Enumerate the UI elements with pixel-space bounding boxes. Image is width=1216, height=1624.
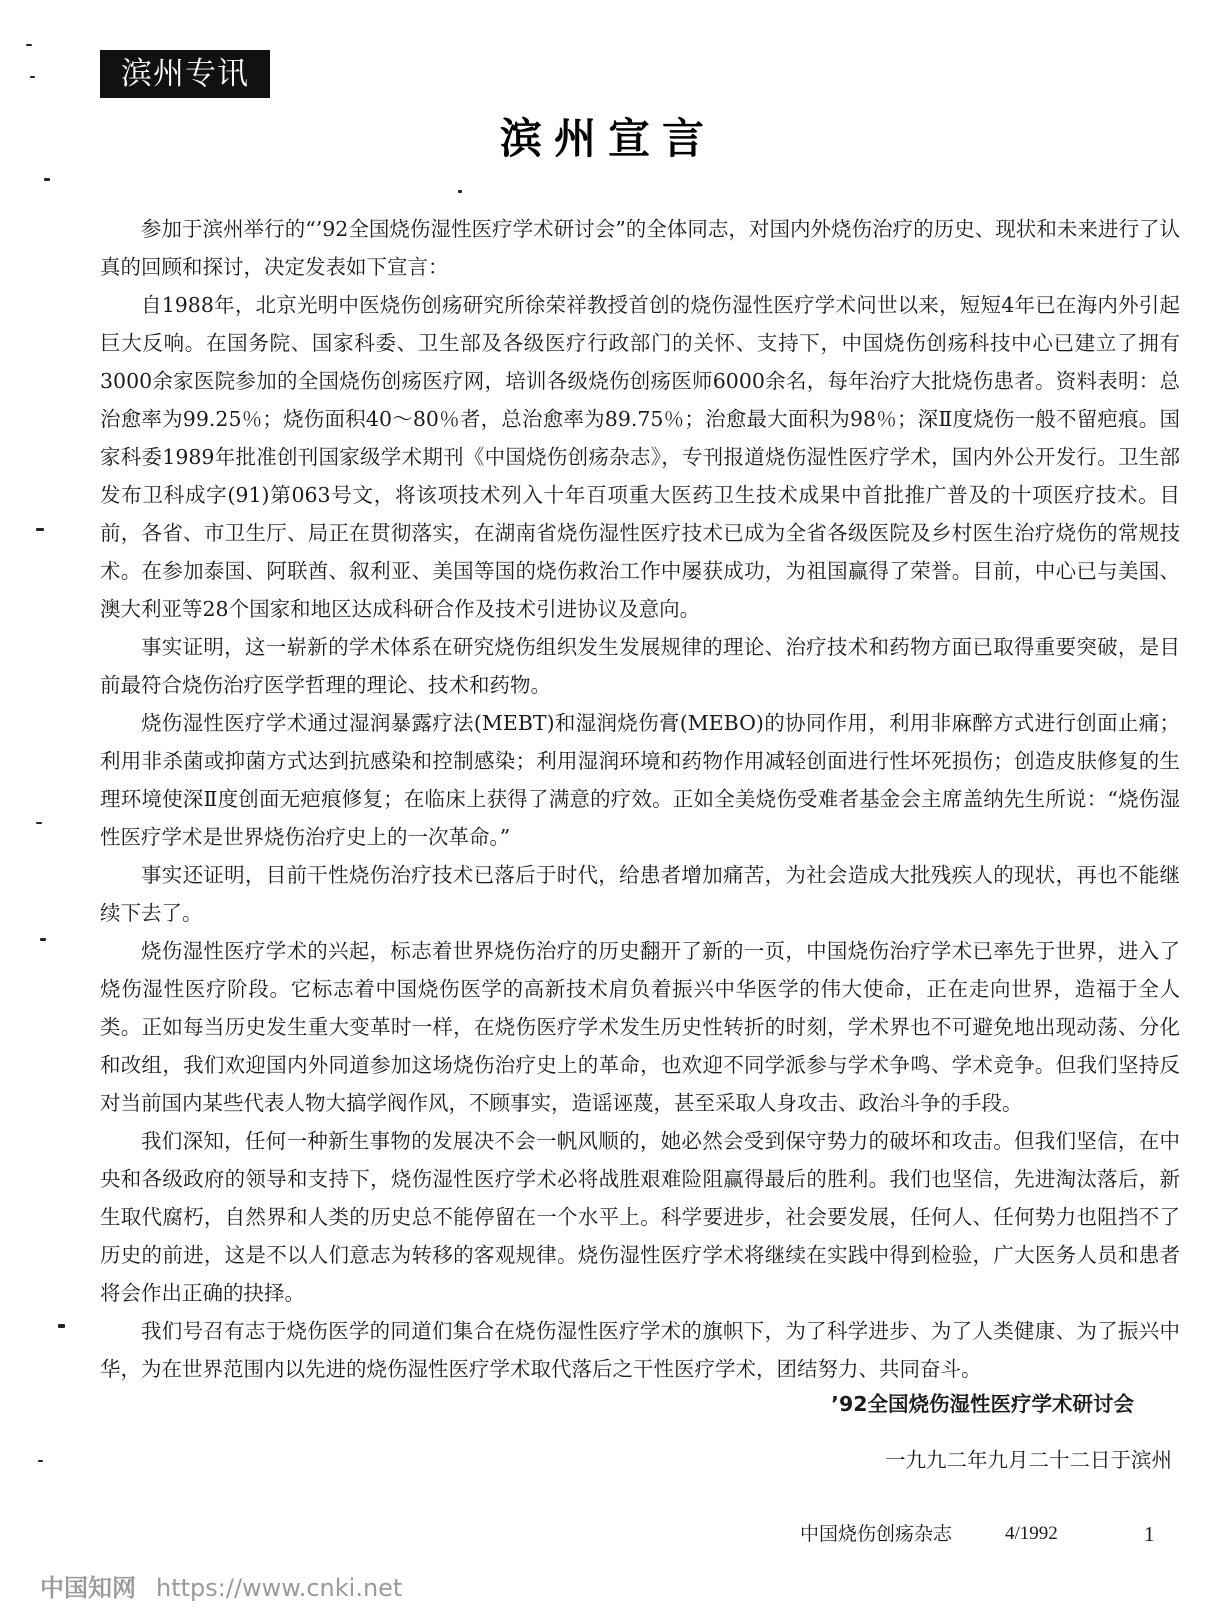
- footer-issue: 4/1992: [1005, 1523, 1058, 1544]
- watermark-site-name: 中国知网: [40, 1574, 136, 1602]
- scan-speck: [38, 1460, 43, 1462]
- paragraph-rise: 烧伤湿性医疗学术的兴起，标志着世界烧伤治疗的历史翻开了新的一页，中国烧伤治疗学术已率先于世界，进入了烧伤湿性医疗阶段。它标志着中国烧伤医学的高新技术肩负着振兴中华医学的伟大使命，正在走向世界，造福于全人类。正如每当历史发生重大变革时一样，在烧伤医疗学术发生历史性转折的时刻，学术界也不可避免地出现动荡、分化和改组，我们欢迎国内外同道参加这场烧伤治疗史上的革命，也欢迎不同学派参与学术争鸣、学术竞争。但我们坚持反对当前国内某些代表人物大搞学阀作风，不顾事实，造谣诬蔑，甚至采取人身攻击、政治斗争的手段。: [100, 939, 1180, 1115]
- watermark: [40, 1568, 402, 1603]
- paragraph-breakthrough: 事实证明，这一崭新的学术体系在研究烧伤组织发生发展规律的理论、治疗技术和药物方面已取得重要突破，是目前最符合烧伤治疗医学哲理的理论、技术和药物。: [100, 635, 1180, 697]
- signature-organization: ’92全国烧伤湿性医疗学术研讨会: [831, 1392, 1134, 1416]
- scan-speck: [458, 190, 462, 193]
- footer-page-number: 1: [1144, 1522, 1155, 1546]
- scan-speck: [36, 528, 44, 531]
- paragraph-history: 自1988年，北京光明中医烧伤创疡研究所徐荣祥教授首创的烧伤湿性医疗学术问世以来，短短4年已在海内外引起巨大反响。在国务院、国家科委、卫生部及各级医疗行政部门的关怀、支持下，中国烧伤创疡科技中心已建立了拥有3000余家医院参加的全国烧伤创疡医疗网，培训各级烧伤创疡医师6000余名，每年治疗大批烧伤患者。资料表明：总治愈率为99.25％；烧伤面积40～80％者，总治愈率为89.75％；治愈最大面积为98％；深Ⅱ度烧伤一般不留疤痕。国家科委1989年批准创刊国家级学术期刊《中国烧伤创疡杂志》，专刊报道烧伤湿性医疗学术，国内外公开发行。卫生部发布卫科成字(91)第063号文，将该项技术列入十年百项重大医药卫生技术成果中首批推广普及的十项医疗技术。目前，各省、市卫生厅、局正在贯彻落实，在湖南省烧伤湿性医疗技术已成为全省各级医院及乡村医生治疗烧伤的常规技术。在参加泰国、阿联酋、叙利亚、美国等国的烧伤救治工作中屡获成功，为祖国赢得了荣誉。目前，中心已与美国、澳大利亚等28个国家和地区达成科研合作及技术引进协议及意向。: [100, 293, 1180, 621]
- footer-journal: 中国烧伤创疡杂志: [800, 1523, 953, 1545]
- scan-speck: [58, 1324, 65, 1328]
- paragraph-method: 烧伤湿性医疗学术通过湿润暴露疗法(MEBT)和湿润烧伤膏(MEBO)的协同作用，利用非麻醉方式进行创面止痛；利用非杀菌或抑菌方式达到抗感染和控制感染；利用湿润环境和药物作用减轻创面进行性坏死损伤；创造皮肤修复的生理环境使深Ⅱ度创面无疤痕修复；在临床上获得了满意的疗效。正如全美烧伤受难者基金会主席盖纳先生所说：“烧伤湿性医疗学术是世界烧伤治疗史上的一次革命。”: [100, 711, 1180, 849]
- paragraph-belief: 我们深知，任何一种新生事物的发展决不会一帆风顺的，她必然会受到保守势力的破坏和攻击。但我们坚信，在中央和各级政府的领导和支持下，烧伤湿性医疗学术必将战胜艰难险阻赢得最后的胜利。我们也坚信，先进淘汰落后，新生取代腐朽，自然界和人类的历史总不能停留在一个水平上。科学要进步，社会要发展，任何人、任何势力也阻挡不了历史的前进，这是不以人们意志为转移的客观规律。烧伤湿性医疗学术将继续在实践中得到检验，广大医务人员和患者将会作出正确的抉择。: [100, 1129, 1180, 1305]
- scan-speck: [36, 822, 42, 824]
- section-label: 滨州专讯: [100, 50, 270, 98]
- paragraph-intro: 参加于滨州举行的“’92全国烧伤湿性医疗学术研讨会”的全体同志，对国内外烧伤治疗的历史、现状和未来进行了认真的回顾和探讨，决定发表如下宣言：: [100, 217, 1180, 279]
- scan-speck: [30, 76, 35, 78]
- signature-block: [831, 1386, 1172, 1478]
- scan-speck: [44, 178, 50, 181]
- watermark-url: https://www.cnki.net: [156, 1574, 403, 1602]
- page-title: 滨州宣言: [499, 114, 716, 163]
- signature-date: 一九九二年九月二十二日于滨州: [885, 1448, 1172, 1472]
- scan-speck: [26, 44, 32, 46]
- scan-speck: [40, 938, 46, 941]
- article-body: [100, 210, 1180, 1388]
- paragraph-dry-therapy: 事实还证明，目前干性烧伤治疗技术已落后于时代，给患者增加痛苦，为社会造成大批残疾人的现状，再也不能继续下去了。: [100, 863, 1180, 925]
- paragraph-call: 我们号召有志于烧伤医学的同道们集合在烧伤湿性医疗学术的旗帜下，为了科学进步、为了人类健康、为了振兴中华，为在世界范围内以先进的烧伤湿性医疗学术取代落后之干性医疗学术，团结努力、共同奋斗。: [100, 1319, 1180, 1381]
